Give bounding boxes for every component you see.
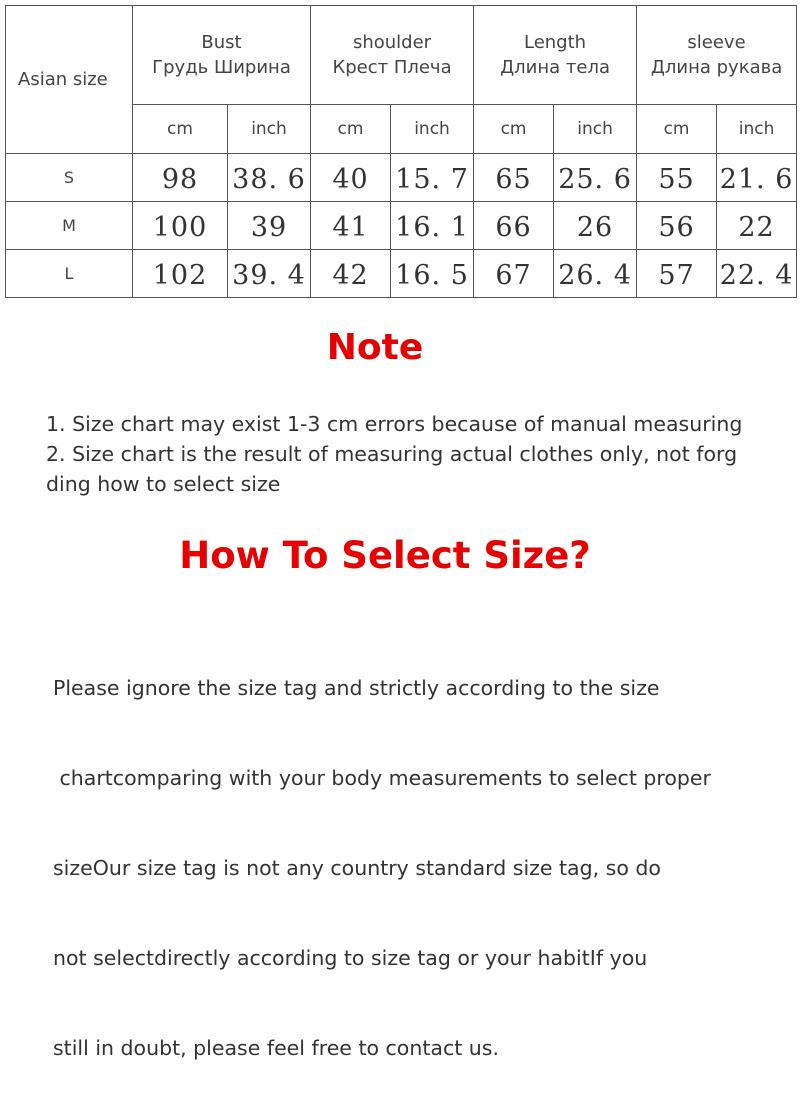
table-cell: 39. 4 bbox=[228, 250, 311, 298]
how-to-select-text bbox=[53, 613, 793, 1093]
how-to-line: still in doubt, please feel free to contact us. bbox=[53, 1036, 499, 1060]
unit-header-cell: cm bbox=[311, 105, 391, 154]
bust-header bbox=[133, 6, 311, 105]
table-cell: 26. 4 bbox=[554, 250, 637, 298]
shoulder-header-ru: Крест Плеча bbox=[332, 57, 452, 78]
note-text bbox=[46, 409, 800, 499]
table-cell: 16. 5 bbox=[391, 250, 474, 298]
size-label: S bbox=[6, 154, 133, 202]
table-cell: 56 bbox=[637, 202, 717, 250]
table-cell: 100 bbox=[133, 202, 228, 250]
length-header bbox=[474, 6, 637, 105]
sleeve-header-ru: Длина рукава bbox=[650, 57, 783, 78]
table-cell: 21. 6 bbox=[717, 154, 797, 202]
unit-header-cell: cm bbox=[474, 105, 554, 154]
table-cell: 98 bbox=[133, 154, 228, 202]
shoulder-header-en: shoulder bbox=[352, 32, 432, 53]
bust-header-ru: Грудь Ширина bbox=[152, 57, 291, 78]
table-cell: 55 bbox=[637, 154, 717, 202]
size-label: M bbox=[6, 202, 133, 250]
sleeve-header-en: sleeve bbox=[687, 32, 746, 53]
unit-header-cell: cm bbox=[637, 105, 717, 154]
table-row bbox=[6, 250, 797, 298]
note-line: ding how to select size bbox=[46, 472, 281, 496]
length-header-ru: Длина тела bbox=[500, 57, 610, 78]
table-cell: 40 bbox=[311, 154, 391, 202]
table-cell: 41 bbox=[311, 202, 391, 250]
how-to-line: sizeOur size tag is not any country standard size tag, so do bbox=[53, 856, 661, 880]
unit-header-cell: inch bbox=[228, 105, 311, 154]
table-cell: 22. 4 bbox=[717, 250, 797, 298]
table-cell: 39 bbox=[228, 202, 311, 250]
table-cell: 25. 6 bbox=[554, 154, 637, 202]
unit-header-cell: inch bbox=[717, 105, 797, 154]
table-header-row bbox=[6, 6, 797, 105]
note-line: 1. Size chart may exist 1-3 cm errors because of manual measuring bbox=[46, 412, 743, 436]
unit-header-cell: inch bbox=[554, 105, 637, 154]
table-cell: 15. 7 bbox=[391, 154, 474, 202]
size-chart-table bbox=[5, 5, 797, 298]
table-cell: 22 bbox=[717, 202, 797, 250]
table-cell: 26 bbox=[554, 202, 637, 250]
table-row bbox=[6, 154, 797, 202]
unit-header-cell: inch bbox=[391, 105, 474, 154]
table-cell: 57 bbox=[637, 250, 717, 298]
note-heading: Note bbox=[326, 327, 424, 368]
table-cell: 102 bbox=[133, 250, 228, 298]
table-cell: 66 bbox=[474, 202, 554, 250]
table-cell: 42 bbox=[311, 250, 391, 298]
table-cell: 65 bbox=[474, 154, 554, 202]
length-header-en: Length bbox=[523, 32, 587, 53]
table-cell: 38. 6 bbox=[228, 154, 311, 202]
table-cell: 16. 1 bbox=[391, 202, 474, 250]
how-to-line: not selectdirectly according to size tag or your habitIf you bbox=[53, 946, 648, 970]
asian-size-header: Asian size bbox=[6, 6, 133, 154]
table-cell: 67 bbox=[474, 250, 554, 298]
size-label: L bbox=[6, 250, 133, 298]
note-line: 2. Size chart is the result of measuring actual clothes only, not forg bbox=[46, 442, 738, 466]
bust-header-en: Bust bbox=[201, 32, 242, 53]
how-to-line: Please ignore the size tag and strictly according to the size bbox=[53, 676, 660, 700]
table-row bbox=[6, 202, 797, 250]
unit-header-cell: cm bbox=[133, 105, 228, 154]
sleeve-header bbox=[637, 6, 797, 105]
shoulder-header bbox=[311, 6, 474, 105]
how-to-select-heading: How To Select Size? bbox=[179, 534, 591, 577]
how-to-line: chartcomparing with your body measurements to select proper bbox=[53, 766, 711, 790]
